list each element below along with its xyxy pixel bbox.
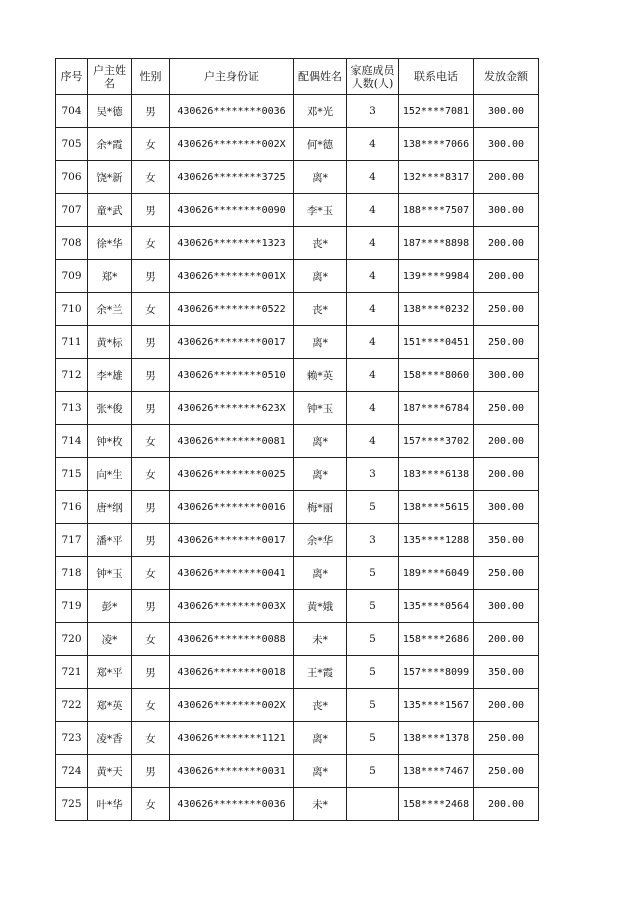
cell-gender: 女 — [132, 425, 170, 458]
cell-id: 430626********0017 — [170, 326, 294, 359]
cell-members: 4 — [347, 128, 399, 161]
cell-id: 430626********0510 — [170, 359, 294, 392]
cell-seq: 720 — [56, 623, 88, 656]
table-row — [56, 260, 539, 293]
table-row — [56, 458, 539, 491]
cell-id: 430626********0031 — [170, 755, 294, 788]
cell-seq: 718 — [56, 557, 88, 590]
cell-gender: 女 — [132, 458, 170, 491]
header-row — [56, 59, 539, 95]
cell-phone: 189****6049 — [399, 557, 474, 590]
cell-phone: 138****0232 — [399, 293, 474, 326]
cell-amount: 250.00 — [474, 722, 539, 755]
cell-phone: 158****2686 — [399, 623, 474, 656]
cell-spouse: 赖*英 — [294, 359, 347, 392]
cell-name: 凌*香 — [88, 722, 132, 755]
table-row — [56, 524, 539, 557]
cell-phone: 138****7066 — [399, 128, 474, 161]
cell-spouse: 王*霞 — [294, 656, 347, 689]
cell-phone: 138****1378 — [399, 722, 474, 755]
cell-name: 徐*华 — [88, 227, 132, 260]
cell-spouse: 离* — [294, 260, 347, 293]
cell-name: 余*兰 — [88, 293, 132, 326]
cell-amount: 250.00 — [474, 755, 539, 788]
cell-gender: 女 — [132, 722, 170, 755]
cell-name: 童*武 — [88, 194, 132, 227]
cell-amount: 350.00 — [474, 524, 539, 557]
table-row — [56, 326, 539, 359]
cell-id: 430626********0036 — [170, 95, 294, 128]
cell-gender: 女 — [132, 557, 170, 590]
cell-spouse: 未* — [294, 623, 347, 656]
cell-id: 430626********0036 — [170, 788, 294, 821]
cell-gender: 女 — [132, 623, 170, 656]
cell-gender: 男 — [132, 359, 170, 392]
cell-phone: 132****8317 — [399, 161, 474, 194]
cell-phone: 157****3702 — [399, 425, 474, 458]
table-row — [56, 425, 539, 458]
cell-id: 430626********003X — [170, 590, 294, 623]
cell-members: 5 — [347, 722, 399, 755]
cell-id: 430626********0025 — [170, 458, 294, 491]
cell-id: 430626********1121 — [170, 722, 294, 755]
table-row — [56, 755, 539, 788]
cell-seq: 707 — [56, 194, 88, 227]
cell-seq: 722 — [56, 689, 88, 722]
header-name: 户主姓名 — [88, 59, 132, 95]
cell-name: 彭* — [88, 590, 132, 623]
cell-name: 李*雄 — [88, 359, 132, 392]
cell-gender: 男 — [132, 392, 170, 425]
cell-spouse: 李*玉 — [294, 194, 347, 227]
cell-amount: 250.00 — [474, 293, 539, 326]
header-gender: 性别 — [132, 59, 170, 95]
header-amount: 发放金额 — [474, 59, 539, 95]
cell-members: 4 — [347, 359, 399, 392]
subsidy-table-sheet — [55, 58, 539, 821]
cell-amount: 300.00 — [474, 359, 539, 392]
subsidy-table — [55, 58, 539, 821]
cell-gender: 男 — [132, 656, 170, 689]
cell-amount: 250.00 — [474, 392, 539, 425]
table-row — [56, 293, 539, 326]
table-row — [56, 95, 539, 128]
cell-amount: 200.00 — [474, 689, 539, 722]
cell-id: 430626********002X — [170, 689, 294, 722]
cell-seq: 704 — [56, 95, 88, 128]
table-row — [56, 689, 539, 722]
table-row — [56, 194, 539, 227]
cell-gender: 男 — [132, 95, 170, 128]
cell-id: 430626********001X — [170, 260, 294, 293]
cell-spouse: 丧* — [294, 293, 347, 326]
cell-spouse: 离* — [294, 161, 347, 194]
cell-amount: 300.00 — [474, 194, 539, 227]
cell-phone: 158****8060 — [399, 359, 474, 392]
cell-gender: 男 — [132, 194, 170, 227]
cell-amount: 300.00 — [474, 128, 539, 161]
cell-name: 向*生 — [88, 458, 132, 491]
table-row — [56, 788, 539, 821]
header-seq: 序号 — [56, 59, 88, 95]
cell-spouse: 离* — [294, 326, 347, 359]
cell-seq: 710 — [56, 293, 88, 326]
cell-gender: 女 — [132, 689, 170, 722]
cell-name: 郑*英 — [88, 689, 132, 722]
cell-members: 4 — [347, 260, 399, 293]
cell-spouse: 离* — [294, 722, 347, 755]
cell-gender: 女 — [132, 227, 170, 260]
cell-phone: 135****1288 — [399, 524, 474, 557]
cell-spouse: 离* — [294, 557, 347, 590]
cell-id: 430626********0090 — [170, 194, 294, 227]
cell-phone: 158****2468 — [399, 788, 474, 821]
cell-members: 5 — [347, 557, 399, 590]
cell-name: 郑* — [88, 260, 132, 293]
cell-phone: 157****8099 — [399, 656, 474, 689]
cell-spouse: 丧* — [294, 227, 347, 260]
table-row — [56, 128, 539, 161]
cell-amount: 350.00 — [474, 656, 539, 689]
cell-name: 唐*纲 — [88, 491, 132, 524]
cell-amount: 300.00 — [474, 590, 539, 623]
cell-phone: 188****7507 — [399, 194, 474, 227]
cell-phone: 151****0451 — [399, 326, 474, 359]
cell-gender: 男 — [132, 524, 170, 557]
cell-amount: 200.00 — [474, 425, 539, 458]
cell-name: 张*俊 — [88, 392, 132, 425]
cell-gender: 女 — [132, 161, 170, 194]
cell-members: 4 — [347, 227, 399, 260]
cell-seq: 709 — [56, 260, 88, 293]
cell-members: 5 — [347, 755, 399, 788]
cell-amount: 200.00 — [474, 227, 539, 260]
cell-seq: 713 — [56, 392, 88, 425]
cell-spouse: 邓*光 — [294, 95, 347, 128]
cell-amount: 200.00 — [474, 161, 539, 194]
cell-name: 黄*标 — [88, 326, 132, 359]
cell-seq: 706 — [56, 161, 88, 194]
cell-gender: 女 — [132, 293, 170, 326]
table-row — [56, 590, 539, 623]
cell-members: 3 — [347, 524, 399, 557]
header-spouse: 配偶姓名 — [294, 59, 347, 95]
cell-amount: 250.00 — [474, 326, 539, 359]
cell-seq: 712 — [56, 359, 88, 392]
cell-seq: 723 — [56, 722, 88, 755]
table-row — [56, 557, 539, 590]
cell-spouse: 黄*娥 — [294, 590, 347, 623]
cell-id: 430626********0522 — [170, 293, 294, 326]
table-row — [56, 656, 539, 689]
cell-seq: 705 — [56, 128, 88, 161]
cell-amount: 200.00 — [474, 458, 539, 491]
cell-members: 4 — [347, 293, 399, 326]
cell-members: 4 — [347, 161, 399, 194]
cell-name: 余*霞 — [88, 128, 132, 161]
cell-members: 4 — [347, 392, 399, 425]
cell-members: 4 — [347, 425, 399, 458]
cell-phone: 135****1567 — [399, 689, 474, 722]
cell-spouse: 离* — [294, 425, 347, 458]
cell-amount: 300.00 — [474, 95, 539, 128]
cell-phone: 139****9984 — [399, 260, 474, 293]
cell-members: 4 — [347, 326, 399, 359]
cell-gender: 男 — [132, 260, 170, 293]
cell-phone: 152****7081 — [399, 95, 474, 128]
cell-gender: 女 — [132, 128, 170, 161]
cell-id: 430626********0017 — [170, 524, 294, 557]
cell-seq: 717 — [56, 524, 88, 557]
cell-name: 凌* — [88, 623, 132, 656]
cell-seq: 721 — [56, 656, 88, 689]
cell-id: 430626********0088 — [170, 623, 294, 656]
cell-seq: 715 — [56, 458, 88, 491]
cell-id: 430626********002X — [170, 128, 294, 161]
cell-spouse: 丧* — [294, 689, 347, 722]
cell-id: 430626********0018 — [170, 656, 294, 689]
cell-gender: 男 — [132, 491, 170, 524]
cell-members: 5 — [347, 689, 399, 722]
cell-members: 3 — [347, 458, 399, 491]
cell-name: 黄*天 — [88, 755, 132, 788]
cell-members: 3 — [347, 95, 399, 128]
cell-members: 5 — [347, 491, 399, 524]
table-row — [56, 227, 539, 260]
table-row — [56, 491, 539, 524]
cell-amount: 200.00 — [474, 788, 539, 821]
table-row — [56, 722, 539, 755]
table-row — [56, 359, 539, 392]
cell-spouse: 梅*丽 — [294, 491, 347, 524]
cell-name: 钟*玉 — [88, 557, 132, 590]
cell-id: 430626********623X — [170, 392, 294, 425]
cell-amount: 250.00 — [474, 557, 539, 590]
cell-phone: 138****7467 — [399, 755, 474, 788]
cell-spouse: 余*华 — [294, 524, 347, 557]
cell-members: 5 — [347, 623, 399, 656]
cell-id: 430626********1323 — [170, 227, 294, 260]
cell-gender: 女 — [132, 788, 170, 821]
cell-seq: 708 — [56, 227, 88, 260]
cell-seq: 714 — [56, 425, 88, 458]
cell-seq: 725 — [56, 788, 88, 821]
header-members: 家庭成员人数(人) — [347, 59, 399, 95]
cell-spouse: 离* — [294, 458, 347, 491]
cell-amount: 300.00 — [474, 491, 539, 524]
cell-members: 4 — [347, 194, 399, 227]
cell-gender: 男 — [132, 326, 170, 359]
cell-spouse: 何*德 — [294, 128, 347, 161]
cell-members: 5 — [347, 590, 399, 623]
cell-spouse: 离* — [294, 755, 347, 788]
cell-phone: 187****6784 — [399, 392, 474, 425]
header-phone: 联系电话 — [399, 59, 474, 95]
cell-seq: 724 — [56, 755, 88, 788]
cell-name: 吴*德 — [88, 95, 132, 128]
cell-seq: 711 — [56, 326, 88, 359]
table-row — [56, 392, 539, 425]
cell-name: 叶*华 — [88, 788, 132, 821]
cell-id: 430626********0041 — [170, 557, 294, 590]
cell-members: 5 — [347, 656, 399, 689]
cell-name: 钟*枚 — [88, 425, 132, 458]
table-row — [56, 161, 539, 194]
cell-id: 430626********3725 — [170, 161, 294, 194]
cell-spouse: 未* — [294, 788, 347, 821]
cell-amount: 200.00 — [474, 623, 539, 656]
header-id: 户主身份证 — [170, 59, 294, 95]
cell-phone: 138****5615 — [399, 491, 474, 524]
cell-amount: 200.00 — [474, 260, 539, 293]
cell-id: 430626********0081 — [170, 425, 294, 458]
cell-phone: 135****0564 — [399, 590, 474, 623]
cell-seq: 719 — [56, 590, 88, 623]
cell-id: 430626********0016 — [170, 491, 294, 524]
cell-spouse: 钟*玉 — [294, 392, 347, 425]
cell-gender: 男 — [132, 590, 170, 623]
cell-seq: 716 — [56, 491, 88, 524]
cell-phone: 183****6138 — [399, 458, 474, 491]
cell-name: 郑*平 — [88, 656, 132, 689]
cell-name: 潘*平 — [88, 524, 132, 557]
cell-members — [347, 788, 399, 821]
table-row — [56, 623, 539, 656]
table-body — [56, 95, 539, 821]
cell-name: 饶*新 — [88, 161, 132, 194]
cell-gender: 男 — [132, 755, 170, 788]
cell-phone: 187****8898 — [399, 227, 474, 260]
